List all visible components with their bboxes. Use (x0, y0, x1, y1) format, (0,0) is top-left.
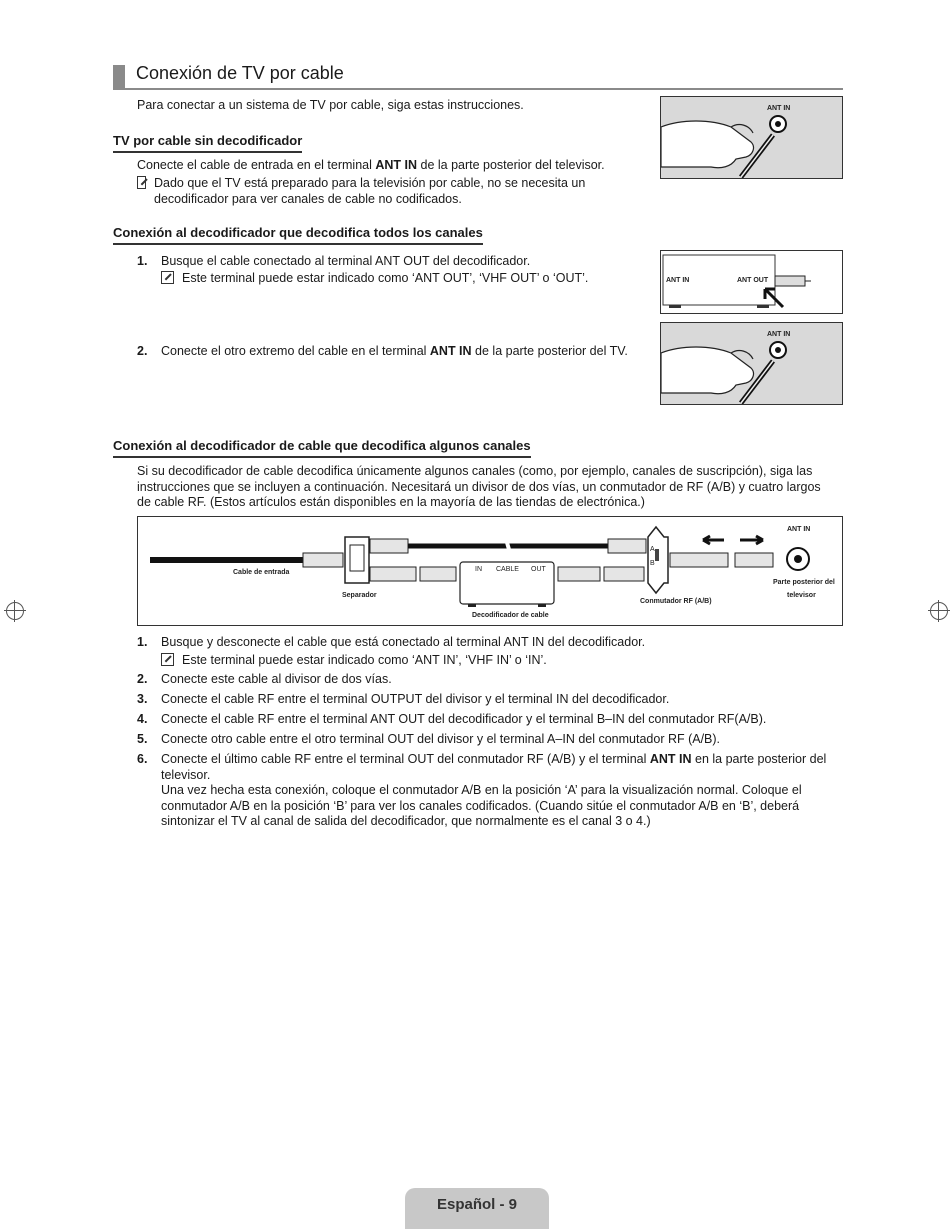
section3-intro: Si su decodificador de cable decodifica únicamente algunos canales (como, por ejemplo, canales de suscripción), siga las instrucciones que se incluyen a continuación. Necesitará un divisor de dos vías, un conmutador de RF (A/B) y cuatro largos de cable RF. (Estos artículos están disponibles en la mayoría de las tiendas de electrónica.) (137, 464, 821, 509)
section3-step-4 (137, 712, 837, 728)
step-number: 2. (137, 344, 148, 358)
label-decoder-in: IN (475, 566, 482, 573)
step6-text-a: Conecte el último cable RF entre el terminal OUT del conmutador RF (A/B) y el terminal (161, 752, 650, 766)
step-text: Conecte este cable al divisor de dos vías. (161, 672, 392, 686)
section3-step-1 (137, 635, 837, 651)
label-conmutador: Conmutador RF (A/B) (640, 598, 712, 605)
figure-decoder-box (660, 250, 843, 314)
fig3-ant-in-label: ANT IN (767, 331, 791, 338)
label-separador: Separador (342, 592, 377, 599)
label-parte-posterior: Parte posterior del (773, 579, 835, 586)
title-accent-bar (113, 65, 125, 89)
label-tv-ant-in: ANT IN (787, 526, 811, 533)
section2-heading: Conexión al decodificador que decodifica todos los canales (113, 225, 483, 245)
section3-step-5 (137, 732, 837, 748)
step-number: 4. (137, 712, 148, 726)
label-switch-a: A (650, 546, 655, 553)
section3-step-2 (137, 672, 837, 688)
note-text: Este terminal puede estar indicado como ‘ANT IN’, ‘VHF IN’ o ‘IN’. (182, 653, 547, 667)
note-text: Este terminal puede estar indicado como ‘ANT OUT’, ‘VHF OUT’ o ‘OUT’. (182, 271, 589, 285)
section2-step2 (137, 344, 637, 360)
note-icon (161, 653, 174, 666)
page-number: Español - 9 (436, 1196, 518, 1213)
section3-heading: Conexión al decodificador de cable que decodifica algunos canales (113, 438, 531, 458)
fig2-ant-in-label: ANT IN (666, 277, 690, 284)
section2-step1-note (161, 271, 631, 287)
section1-text-a: Conecte el cable de entrada en el terminal (137, 158, 376, 172)
step-text: Conecte otro cable entre el otro terminal OUT del divisor y el terminal A–IN del conmutador RF (A/B). (161, 732, 721, 746)
section1-note-text: Dado que el TV está preparado para la televisión por cable, no se necesita un decodificador para ver canales de cable no codificados. (154, 176, 586, 206)
step-number: 1. (137, 254, 148, 268)
step-number: 6. (137, 752, 148, 766)
step-text: Busque el cable conectado al terminal ANT OUT del decodificador. (161, 254, 531, 268)
section2-step1 (137, 254, 637, 270)
label-decodificador: Decodificador de cable (472, 612, 549, 619)
step-text (161, 752, 837, 830)
title-rule (113, 88, 843, 90)
note-icon (161, 271, 174, 284)
label-decoder-out: OUT (531, 566, 546, 573)
hand-plug-illustration (661, 323, 842, 404)
step-text: Busque y desconecte el cable que está conectado al terminal ANT IN del decodificador. (161, 635, 646, 649)
figure-ant-in-connect-2 (660, 322, 843, 405)
label-televisor: televisor (787, 592, 816, 599)
step-text: Conecte el cable RF entre el terminal ANT OUT del decodificador y el terminal B–IN del conmutador RF(A/B). (161, 712, 767, 726)
section1-note (137, 176, 627, 207)
section1-text-b: de la parte posterior del televisor. (417, 158, 605, 172)
step-text-bold: ANT IN (429, 344, 472, 358)
section3-step-6 (137, 752, 837, 830)
step6-text-b: en la parte posterior del televisor. (161, 752, 827, 782)
section3-step-3 (137, 692, 837, 708)
step-number: 3. (137, 692, 148, 706)
section1-heading: TV por cable sin decodificador (113, 133, 302, 153)
section3-step1-note (161, 653, 761, 669)
figure-ant-in-connect-1 (660, 96, 843, 179)
step-text-b: de la parte posterior del TV. (471, 344, 628, 358)
fig2-ant-out-label: ANT OUT (737, 277, 769, 284)
section1-text (137, 158, 642, 174)
registration-mark-right (930, 602, 948, 620)
step-text-a: Conecte el otro extremo del cable en el terminal (161, 344, 430, 358)
step-number: 1. (137, 635, 148, 649)
section1-text-bold: ANT IN (375, 158, 418, 172)
label-cable-entrada: Cable de entrada (233, 569, 290, 576)
note-icon (137, 176, 146, 189)
step-text: Conecte el cable RF entre el terminal OUTPUT del divisor y el terminal IN del decodificador. (161, 692, 670, 706)
registration-mark-left (6, 602, 24, 620)
label-decoder-cable: CABLE (496, 566, 519, 573)
step-number: 5. (137, 732, 148, 746)
fig1-ant-in-label: ANT IN (767, 105, 791, 112)
step6-extra: Una vez hecha esta conexión, coloque el conmutador A/B en la posición ‘A’ para la visualización normal. Coloque el conmutador A/B en la posición ‘B’ para ver los canales codificados. (Cuando sitúe el conmutador A/B en ‘B’, deberá sintonizar el TV al canal de salida del decodificador, que normalmente es el canal 3 o 4.) (161, 783, 802, 828)
hand-plug-illustration (661, 97, 842, 178)
label-switch-b: B (650, 560, 655, 567)
connection-diagram (137, 516, 843, 626)
page-title: Conexión de TV por cable (136, 63, 344, 83)
step-number: 2. (137, 672, 148, 686)
step6-text-bold: ANT IN (649, 752, 692, 766)
intro-text: Para conectar a un sistema de TV por cable, siga estas instrucciones. (137, 98, 524, 112)
